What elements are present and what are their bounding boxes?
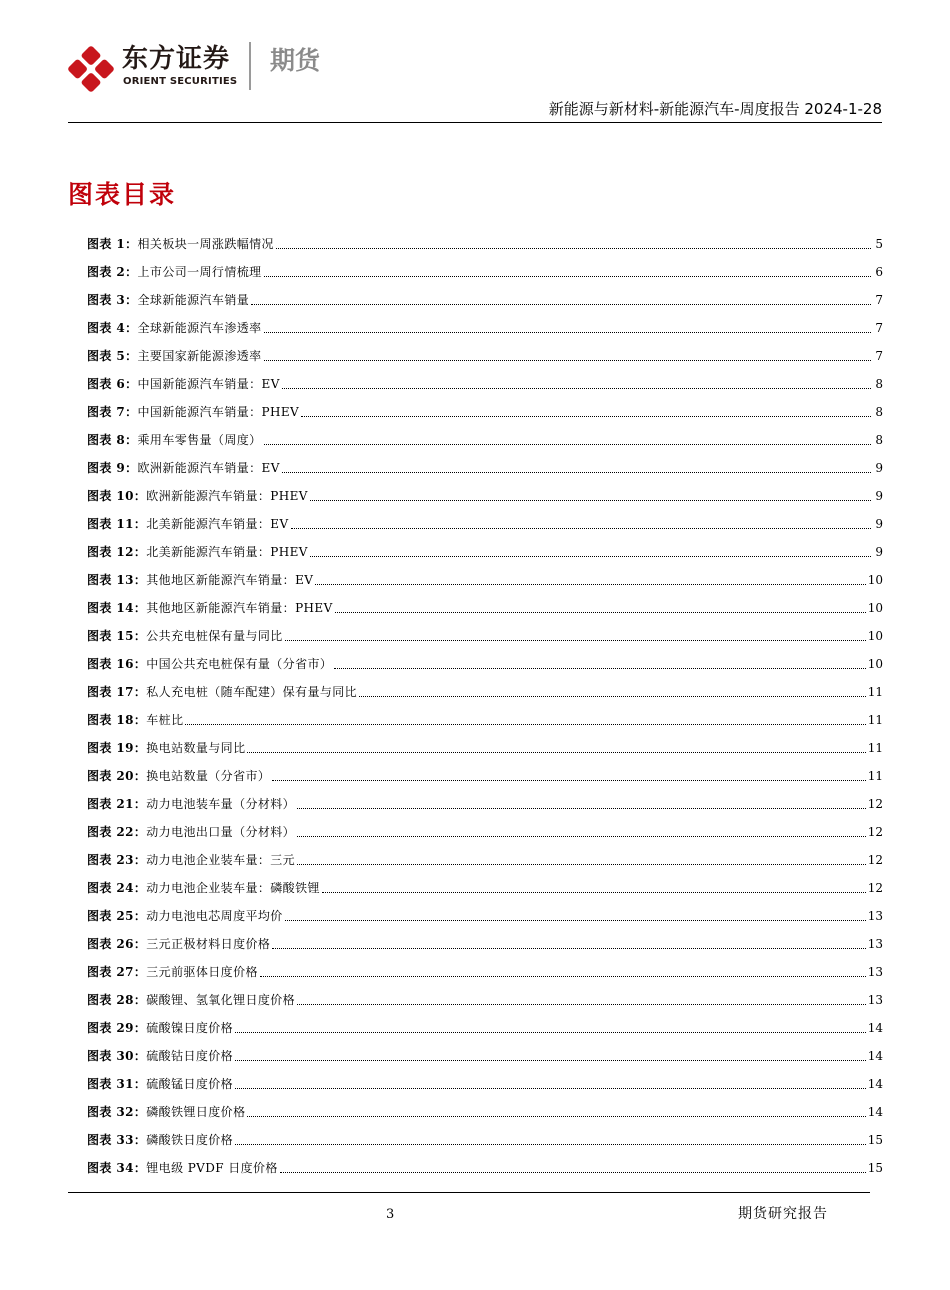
toc-dot-leader — [247, 1116, 865, 1117]
toc-entry-title: 车桩比 — [146, 713, 184, 727]
toc-entry-page: 7 — [875, 349, 883, 363]
toc-dot-leader — [235, 1060, 866, 1061]
toc-dot-leader — [272, 948, 865, 949]
toc-entry-page: 8 — [875, 433, 883, 447]
toc-entry-title: 碳酸锂、氢氧化锂日度价格 — [146, 993, 296, 1007]
toc-dot-leader — [297, 836, 866, 837]
toc-entry-link[interactable] — [87, 392, 883, 420]
toc-entry-page: 12 — [867, 797, 883, 811]
toc-entry — [87, 1148, 883, 1176]
toc-entry-page: 9 — [875, 517, 883, 531]
toc-entry-prefix: 图表 20： — [87, 769, 147, 783]
toc-dot-leader — [285, 640, 866, 641]
logo-name-en: ORIENT SECURITIES — [123, 76, 238, 87]
toc-entry-page: 10 — [867, 573, 883, 587]
toc-dot-leader — [264, 444, 871, 445]
toc-entry-link[interactable] — [87, 1064, 883, 1092]
toc-entry-link[interactable] — [87, 532, 883, 560]
toc-entry-page: 9 — [875, 461, 883, 475]
toc-entry-prefix: 图表 17： — [87, 685, 147, 699]
toc-entry-page: 9 — [875, 489, 883, 503]
toc-entry-link[interactable] — [87, 756, 883, 784]
toc-entry-link[interactable] — [87, 1120, 883, 1148]
toc-entry-prefix: 图表 6： — [87, 377, 138, 391]
toc-entry-page: 10 — [867, 629, 883, 643]
toc-entry-title: 欧洲新能源汽车销量：EV — [137, 461, 280, 475]
toc-entry-title: 三元正极材料日度价格 — [146, 937, 271, 951]
toc-entry-prefix: 图表 7： — [87, 405, 138, 419]
toc-entry-title: 欧洲新能源汽车销量：PHEV — [146, 489, 308, 503]
toc-entry-page: 11 — [867, 741, 883, 755]
toc-entry — [87, 616, 883, 644]
toc-entry-title: 相关板块一周涨跌幅情况 — [137, 237, 274, 251]
toc-entry — [87, 588, 883, 616]
toc-entry-prefix: 图表 21： — [87, 797, 147, 811]
toc-dot-leader — [235, 1088, 866, 1089]
toc-entry-page: 14 — [867, 1021, 883, 1035]
toc-entry — [87, 504, 883, 532]
toc-entry-link[interactable] — [87, 308, 883, 336]
toc-entry-page: 7 — [875, 321, 883, 335]
toc-entry-page: 14 — [867, 1105, 883, 1119]
toc-entry-prefix: 图表 8： — [87, 433, 138, 447]
toc-entry-prefix: 图表 1： — [87, 237, 138, 251]
toc-entry-prefix: 图表 12： — [87, 545, 147, 559]
toc-entry-title: 主要国家新能源渗透率 — [137, 349, 262, 363]
toc-dot-leader — [282, 388, 871, 389]
toc-dot-leader — [291, 528, 871, 529]
toc-dot-leader — [264, 276, 871, 277]
toc-dot-leader — [310, 500, 871, 501]
toc-entry-prefix: 图表 3： — [87, 293, 138, 307]
toc-dot-leader — [185, 724, 865, 725]
toc-dot-leader — [272, 780, 865, 781]
toc-entry-page: 12 — [867, 825, 883, 839]
toc-entry-page: 14 — [867, 1049, 883, 1063]
toc-entry-page: 13 — [867, 937, 883, 951]
toc-entry — [87, 336, 883, 364]
toc-entry-link[interactable] — [87, 364, 883, 392]
toc-entry-prefix: 图表 18： — [87, 713, 147, 727]
toc-entry-title: 乘用车零售量（周度） — [137, 433, 262, 447]
toc-entry-link[interactable] — [87, 728, 883, 756]
toc-entry-page: 13 — [867, 993, 883, 1007]
toc-entry-page: 7 — [875, 293, 883, 307]
toc-dot-leader — [297, 864, 866, 865]
logo-division: 期货 — [270, 46, 321, 75]
toc-entry-page: 13 — [867, 909, 883, 923]
toc-dot-leader — [264, 360, 871, 361]
toc-entry-title: 动力电池电芯周度平均价 — [146, 909, 283, 923]
toc-entry-page: 14 — [867, 1077, 883, 1091]
toc-entry-prefix: 图表 34： — [87, 1161, 147, 1175]
toc-entry-title: 北美新能源汽车销量：PHEV — [146, 545, 308, 559]
toc-entry — [87, 532, 883, 560]
toc-entry-title: 中国新能源汽车销量：PHEV — [137, 405, 300, 419]
toc-entry-title: 全球新能源汽车渗透率 — [137, 321, 262, 335]
toc-entry-link[interactable] — [87, 280, 883, 308]
report-header-title: 新能源与新材料-新能源汽车-周度报告 2024-1-28 — [548, 100, 882, 118]
toc-entry-prefix: 图表 5： — [87, 349, 138, 363]
toc-entry — [87, 1120, 883, 1148]
toc-dot-leader — [280, 1172, 866, 1173]
toc-entry-title: 换电站数量（分省市） — [146, 769, 271, 783]
toc-entry-title: 动力电池企业装车量：磷酸铁锂 — [146, 881, 320, 895]
toc-entry-link[interactable] — [87, 1092, 883, 1120]
toc-entry — [87, 1036, 883, 1064]
toc-entry-link[interactable] — [87, 616, 883, 644]
toc-heading: 图表目录 — [68, 180, 177, 209]
toc-entry-page: 15 — [867, 1133, 883, 1147]
toc-dot-leader — [315, 584, 865, 585]
toc-entry-link[interactable] — [87, 476, 883, 504]
footer-page-number: 3 — [386, 1207, 395, 1222]
toc-entry-title: 中国公共充电桩保有量（分省市） — [146, 657, 333, 671]
toc-dot-leader — [285, 920, 866, 921]
toc-entry-prefix: 图表 33： — [87, 1133, 147, 1147]
toc-entry-link[interactable] — [87, 840, 883, 868]
toc-entry — [87, 868, 883, 896]
toc-entry-title: 三元前驱体日度价格 — [146, 965, 258, 979]
toc-entry-prefix: 图表 22： — [87, 825, 147, 839]
orient-logo-icon — [66, 44, 116, 94]
toc-entry-page: 10 — [867, 601, 883, 615]
toc-entry-prefix: 图表 29： — [87, 1021, 147, 1035]
logo-name-cn: 东方证券 — [122, 44, 231, 74]
toc-dot-leader — [276, 248, 871, 249]
toc-entry-prefix: 图表 11： — [87, 517, 147, 531]
toc-entry-prefix: 图表 10： — [87, 489, 147, 503]
toc-entry-page: 12 — [867, 853, 883, 867]
toc-entry-prefix: 图表 4： — [87, 321, 138, 335]
toc-entry — [87, 1008, 883, 1036]
toc-entry-page: 12 — [867, 881, 883, 895]
footer-divider — [68, 1192, 870, 1193]
toc-entry — [87, 308, 883, 336]
toc-entry-page: 8 — [875, 377, 883, 391]
toc-dot-leader — [335, 612, 866, 613]
toc-entry-prefix: 图表 28： — [87, 993, 147, 1007]
toc-entry — [87, 952, 883, 980]
toc-entry — [87, 672, 883, 700]
toc-dot-leader — [359, 696, 866, 697]
toc-entry-page: 11 — [867, 685, 883, 699]
toc-entry — [87, 812, 883, 840]
toc-entry — [87, 420, 883, 448]
toc-entry-page: 9 — [875, 545, 883, 559]
toc-entry-prefix: 图表 31： — [87, 1077, 147, 1091]
logo-divider — [249, 42, 251, 90]
toc-entry — [87, 896, 883, 924]
toc-entry-prefix: 图表 15： — [87, 629, 147, 643]
toc-entry-title: 上市公司一周行情梳理 — [137, 265, 262, 279]
toc-entry-link[interactable] — [87, 448, 883, 476]
toc-entry-page: 6 — [875, 265, 883, 279]
toc-entry-page: 11 — [867, 769, 883, 783]
toc-dot-leader — [297, 1004, 866, 1005]
toc-entry — [87, 392, 883, 420]
footer-label: 期货研究报告 — [738, 1206, 828, 1222]
toc-entry — [87, 728, 883, 756]
toc-entry-link[interactable] — [87, 1148, 883, 1176]
toc-entry-prefix: 图表 26： — [87, 937, 147, 951]
toc-entry-prefix: 图表 2： — [87, 265, 138, 279]
toc-entry — [87, 1064, 883, 1092]
toc-entry-title: 换电站数量与同比 — [146, 741, 246, 755]
toc-list — [87, 224, 883, 1176]
toc-entry-prefix: 图表 13： — [87, 573, 147, 587]
toc-entry-link[interactable] — [87, 252, 883, 280]
toc-entry-title: 其他地区新能源汽车销量：PHEV — [146, 601, 333, 615]
toc-entry-link[interactable] — [87, 672, 883, 700]
toc-dot-leader — [260, 976, 866, 977]
toc-dot-leader — [322, 892, 866, 893]
toc-entry-page: 8 — [875, 405, 883, 419]
toc-entry-link[interactable] — [87, 588, 883, 616]
toc-entry-link[interactable] — [87, 896, 883, 924]
toc-entry-link[interactable] — [87, 420, 883, 448]
toc-entry-title: 硫酸钴日度价格 — [146, 1049, 234, 1063]
toc-dot-leader — [251, 304, 871, 305]
toc-entry-title: 全球新能源汽车销量 — [137, 293, 250, 307]
toc-entry-link[interactable] — [87, 1008, 883, 1036]
toc-entry-prefix: 图表 25： — [87, 909, 147, 923]
toc-entry — [87, 364, 883, 392]
toc-entry-title: 其他地区新能源汽车销量：EV — [146, 573, 314, 587]
toc-entry-title: 公共充电桩保有量与同比 — [146, 629, 283, 643]
toc-entry-page: 13 — [867, 965, 883, 979]
toc-entry-title: 磷酸铁日度价格 — [146, 1133, 234, 1147]
toc-entry-prefix: 图表 27： — [87, 965, 147, 979]
header-divider — [68, 122, 882, 123]
toc-entry — [87, 560, 883, 588]
toc-entry-page: 15 — [867, 1161, 883, 1175]
toc-entry-link[interactable] — [87, 504, 883, 532]
toc-entry — [87, 224, 883, 252]
toc-entry — [87, 756, 883, 784]
toc-entry-link[interactable] — [87, 700, 883, 728]
toc-entry-prefix: 图表 19： — [87, 741, 147, 755]
toc-dot-leader — [310, 556, 871, 557]
toc-entry — [87, 644, 883, 672]
toc-dot-leader — [235, 1032, 866, 1033]
toc-entry-page: 5 — [875, 237, 883, 251]
toc-entry — [87, 448, 883, 476]
toc-entry-page: 11 — [867, 713, 883, 727]
toc-entry — [87, 1092, 883, 1120]
toc-entry-link[interactable] — [87, 784, 883, 812]
toc-dot-leader — [235, 1144, 866, 1145]
toc-entry-page: 10 — [867, 657, 883, 671]
toc-dot-leader — [334, 668, 865, 669]
toc-entry-link[interactable] — [87, 224, 883, 252]
toc-dot-leader — [282, 472, 871, 473]
toc-entry — [87, 700, 883, 728]
toc-entry-title: 锂电级 PVDF 日度价格 — [146, 1161, 278, 1175]
toc-entry — [87, 476, 883, 504]
toc-entry-title: 动力电池装车量（分材料） — [146, 797, 296, 811]
toc-entry-link[interactable] — [87, 336, 883, 364]
toc-entry-title: 动力电池企业装车量：三元 — [146, 853, 296, 867]
toc-dot-leader — [297, 808, 866, 809]
toc-entry-prefix: 图表 24： — [87, 881, 147, 895]
toc-entry — [87, 924, 883, 952]
toc-entry-link[interactable] — [87, 868, 883, 896]
toc-entry — [87, 840, 883, 868]
toc-entry-title: 私人充电桩（随车配建）保有量与同比 — [146, 685, 358, 699]
toc-entry-title: 硫酸镍日度价格 — [146, 1021, 234, 1035]
toc-entry-prefix: 图表 16： — [87, 657, 147, 671]
toc-entry-link[interactable] — [87, 644, 883, 672]
toc-entry-title: 中国新能源汽车销量：EV — [137, 377, 280, 391]
toc-dot-leader — [247, 752, 865, 753]
toc-entry-title: 北美新能源汽车销量：EV — [146, 517, 289, 531]
toc-entry — [87, 784, 883, 812]
toc-entry-link[interactable] — [87, 952, 883, 980]
toc-entry-link[interactable] — [87, 560, 883, 588]
toc-entry-prefix: 图表 30： — [87, 1049, 147, 1063]
toc-entry-link[interactable] — [87, 924, 883, 952]
toc-entry-prefix: 图表 14： — [87, 601, 147, 615]
toc-entry-title: 动力电池出口量（分材料） — [146, 825, 296, 839]
toc-entry-prefix: 图表 9： — [87, 461, 138, 475]
toc-entry — [87, 980, 883, 1008]
toc-entry-prefix: 图表 23： — [87, 853, 147, 867]
toc-entry-link[interactable] — [87, 980, 883, 1008]
toc-entry-link[interactable] — [87, 1036, 883, 1064]
toc-entry — [87, 280, 883, 308]
toc-entry-title: 硫酸锰日度价格 — [146, 1077, 234, 1091]
toc-entry — [87, 252, 883, 280]
toc-entry-title: 磷酸铁锂日度价格 — [146, 1105, 246, 1119]
toc-dot-leader — [301, 416, 871, 417]
toc-entry-link[interactable] — [87, 812, 883, 840]
toc-dot-leader — [264, 332, 871, 333]
toc-entry-prefix: 图表 32： — [87, 1105, 147, 1119]
